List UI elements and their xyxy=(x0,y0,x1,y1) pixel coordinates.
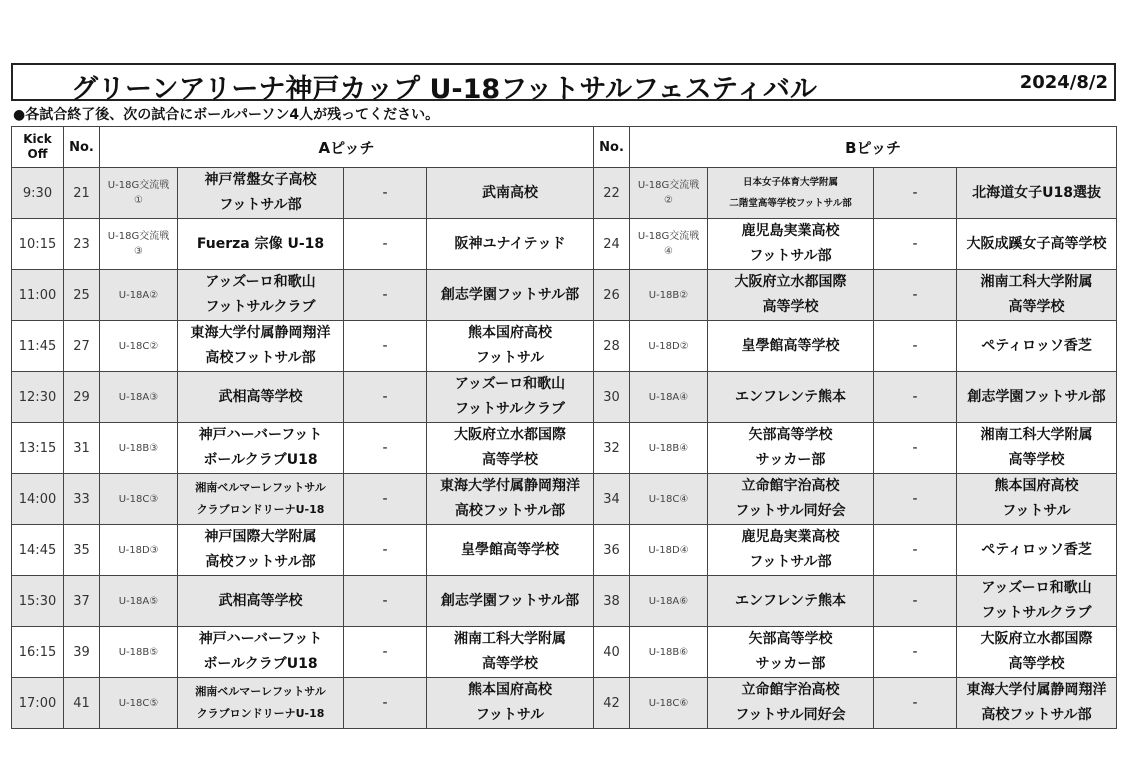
versus-dash: - xyxy=(874,678,957,729)
versus-dash: - xyxy=(874,168,957,219)
team-away: 創志学園フットサル部 xyxy=(427,576,594,627)
team-home: エンフレンテ熊本 xyxy=(708,576,874,627)
match-row xyxy=(12,525,1117,576)
kickoff-time: 16:15 xyxy=(12,627,64,678)
match-no: 37 xyxy=(64,576,100,627)
match-category: U-18D③ xyxy=(100,525,178,576)
versus-dash: - xyxy=(344,576,427,627)
team-away: 大阪成蹊女子高等学校 xyxy=(957,219,1117,270)
match-row xyxy=(12,168,1117,219)
match-category: U-18A⑤ xyxy=(100,576,178,627)
team-away: 創志学園フットサル部 xyxy=(427,270,594,321)
match-no: 34 xyxy=(594,474,630,525)
match-no: 41 xyxy=(64,678,100,729)
match-row xyxy=(12,576,1117,627)
match-category: U-18C⑥ xyxy=(630,678,708,729)
versus-dash: - xyxy=(344,321,427,372)
header-row xyxy=(12,127,1117,168)
team-away: ペティロッソ香芝 xyxy=(957,525,1117,576)
versus-dash: - xyxy=(874,423,957,474)
match-category: U-18D④ xyxy=(630,525,708,576)
match-category: U-18B② xyxy=(630,270,708,321)
team-home: 湘南ベルマーレフットサル クラブロンドリーナU-18 xyxy=(178,474,344,525)
match-category: U-18B④ xyxy=(630,423,708,474)
team-away: 熊本国府高校 フットサル xyxy=(427,678,594,729)
match-category: U-18D② xyxy=(630,321,708,372)
team-home: 湘南ベルマーレフットサル クラブロンドリーナU-18 xyxy=(178,678,344,729)
kickoff-time: 17:00 xyxy=(12,678,64,729)
match-no: 36 xyxy=(594,525,630,576)
match-row xyxy=(12,627,1117,678)
match-category: U-18C② xyxy=(100,321,178,372)
match-row xyxy=(12,423,1117,474)
match-no: 28 xyxy=(594,321,630,372)
team-away: 湘南工科大学附属 高等学校 xyxy=(427,627,594,678)
team-away: 阪神ユナイテッド xyxy=(427,219,594,270)
team-home: 武相高等学校 xyxy=(178,372,344,423)
kickoff-time: 13:15 xyxy=(12,423,64,474)
match-no: 32 xyxy=(594,423,630,474)
team-home: 神戸国際大学附属 高校フットサル部 xyxy=(178,525,344,576)
kickoff-time: 10:15 xyxy=(12,219,64,270)
match-category: U-18C④ xyxy=(630,474,708,525)
match-category: U-18B③ xyxy=(100,423,178,474)
team-home: 立命館宇治高校 フットサル同好会 xyxy=(708,474,874,525)
team-home: 皇學館高等学校 xyxy=(708,321,874,372)
match-category: U-18C⑤ xyxy=(100,678,178,729)
match-no: 25 xyxy=(64,270,100,321)
team-away: 東海大学付属静岡翔洋 高校フットサル部 xyxy=(427,474,594,525)
team-away: 熊本国府高校 フットサル xyxy=(957,474,1117,525)
match-no: 27 xyxy=(64,321,100,372)
kickoff-time: 14:00 xyxy=(12,474,64,525)
versus-dash: - xyxy=(344,423,427,474)
match-no: 38 xyxy=(594,576,630,627)
team-away: アッズーロ和歌山 フットサルクラブ xyxy=(957,576,1117,627)
versus-dash: - xyxy=(344,219,427,270)
match-no: 42 xyxy=(594,678,630,729)
match-category: U-18B⑥ xyxy=(630,627,708,678)
match-row xyxy=(12,219,1117,270)
pitch-a-header: Aピッチ xyxy=(100,127,594,168)
kickoff-time: 14:45 xyxy=(12,525,64,576)
team-away: 北海道女子U18選抜 xyxy=(957,168,1117,219)
match-no: 33 xyxy=(64,474,100,525)
kickoff-time: 15:30 xyxy=(12,576,64,627)
match-category: U-18A② xyxy=(100,270,178,321)
team-away: 大阪府立水都国際 高等学校 xyxy=(427,423,594,474)
match-category: U-18A④ xyxy=(630,372,708,423)
versus-dash: - xyxy=(874,474,957,525)
versus-dash: - xyxy=(344,678,427,729)
versus-dash: - xyxy=(344,627,427,678)
versus-dash: - xyxy=(874,219,957,270)
match-no-header-a: No. xyxy=(64,127,100,168)
team-home: アッズーロ和歌山 フットサルクラブ xyxy=(178,270,344,321)
match-category: U-18G交流戦 ④ xyxy=(630,219,708,270)
versus-dash: - xyxy=(874,525,957,576)
team-home: 神戸ハーバーフット ボールクラブU18 xyxy=(178,627,344,678)
versus-dash: - xyxy=(874,627,957,678)
match-no: 21 xyxy=(64,168,100,219)
team-away: 湘南工科大学附属 高等学校 xyxy=(957,423,1117,474)
versus-dash: - xyxy=(344,525,427,576)
match-no: 22 xyxy=(594,168,630,219)
match-no: 31 xyxy=(64,423,100,474)
team-away: 皇學館高等学校 xyxy=(427,525,594,576)
team-away: 熊本国府高校 フットサル xyxy=(427,321,594,372)
match-no: 29 xyxy=(64,372,100,423)
team-home: 立命館宇治高校 フットサル同好会 xyxy=(708,678,874,729)
team-home: 矢部高等学校 サッカー部 xyxy=(708,627,874,678)
match-category: U-18C③ xyxy=(100,474,178,525)
team-home: 神戸ハーバーフット ボールクラブU18 xyxy=(178,423,344,474)
team-away: 武南高校 xyxy=(427,168,594,219)
match-category: U-18B⑤ xyxy=(100,627,178,678)
match-row xyxy=(12,321,1117,372)
team-home: 鹿児島実業高校 フットサル部 xyxy=(708,219,874,270)
versus-dash: - xyxy=(874,321,957,372)
team-home: エンフレンテ熊本 xyxy=(708,372,874,423)
match-row xyxy=(12,678,1117,729)
team-home: 神戸常盤女子高校 フットサル部 xyxy=(178,168,344,219)
versus-dash: - xyxy=(874,576,957,627)
match-no: 30 xyxy=(594,372,630,423)
match-category: U-18G交流戦 ② xyxy=(630,168,708,219)
kickoff-time: 9:30 xyxy=(12,168,64,219)
team-home: 鹿児島実業高校 フットサル部 xyxy=(708,525,874,576)
team-home: 矢部高等学校 サッカー部 xyxy=(708,423,874,474)
match-no: 40 xyxy=(594,627,630,678)
match-row xyxy=(12,270,1117,321)
title-bar xyxy=(11,63,1116,105)
match-no: 39 xyxy=(64,627,100,678)
match-no: 35 xyxy=(64,525,100,576)
team-away: 東海大学付属静岡翔洋 高校フットサル部 xyxy=(957,678,1117,729)
match-category: U-18G交流戦 ③ xyxy=(100,219,178,270)
versus-dash: - xyxy=(874,270,957,321)
event-date: 2024/8/2 xyxy=(1019,72,1108,93)
ball-person-note: ●各試合終了後、次の試合にボールパーソン4人が残ってください。 xyxy=(13,107,440,123)
team-away: ペティロッソ香芝 xyxy=(957,321,1117,372)
pitch-b-header: Bピッチ xyxy=(630,127,1117,168)
kickoff-header: Kick Off xyxy=(12,127,64,168)
match-category: U-18A⑥ xyxy=(630,576,708,627)
team-away: 創志学園フットサル部 xyxy=(957,372,1117,423)
page-title: グリーンアリーナ神戸カップ U-18フットサルフェスティバル xyxy=(71,74,817,105)
match-no: 24 xyxy=(594,219,630,270)
team-away: アッズーロ和歌山 フットサルクラブ xyxy=(427,372,594,423)
team-away: 湘南工科大学附属 高等学校 xyxy=(957,270,1117,321)
match-category: U-18G交流戦 ① xyxy=(100,168,178,219)
match-category: U-18A③ xyxy=(100,372,178,423)
match-row xyxy=(12,474,1117,525)
team-home: 東海大学付属静岡翔洋 高校フットサル部 xyxy=(178,321,344,372)
kickoff-time: 12:30 xyxy=(12,372,64,423)
match-row xyxy=(12,372,1117,423)
match-no: 26 xyxy=(594,270,630,321)
versus-dash: - xyxy=(344,168,427,219)
versus-dash: - xyxy=(874,372,957,423)
team-home: 大阪府立水都国際 高等学校 xyxy=(708,270,874,321)
versus-dash: - xyxy=(344,270,427,321)
schedule-table xyxy=(11,126,1117,729)
team-home: 武相高等学校 xyxy=(178,576,344,627)
kickoff-time: 11:45 xyxy=(12,321,64,372)
kickoff-time: 11:00 xyxy=(12,270,64,321)
match-no-header-b: No. xyxy=(594,127,630,168)
match-no: 23 xyxy=(64,219,100,270)
versus-dash: - xyxy=(344,474,427,525)
versus-dash: - xyxy=(344,372,427,423)
team-home: Fuerza 宗像 U-18 xyxy=(178,219,344,270)
team-away: 大阪府立水都国際 高等学校 xyxy=(957,627,1117,678)
team-home: 日本女子体育大学附属 二階堂高等学校フットサル部 xyxy=(708,168,874,219)
